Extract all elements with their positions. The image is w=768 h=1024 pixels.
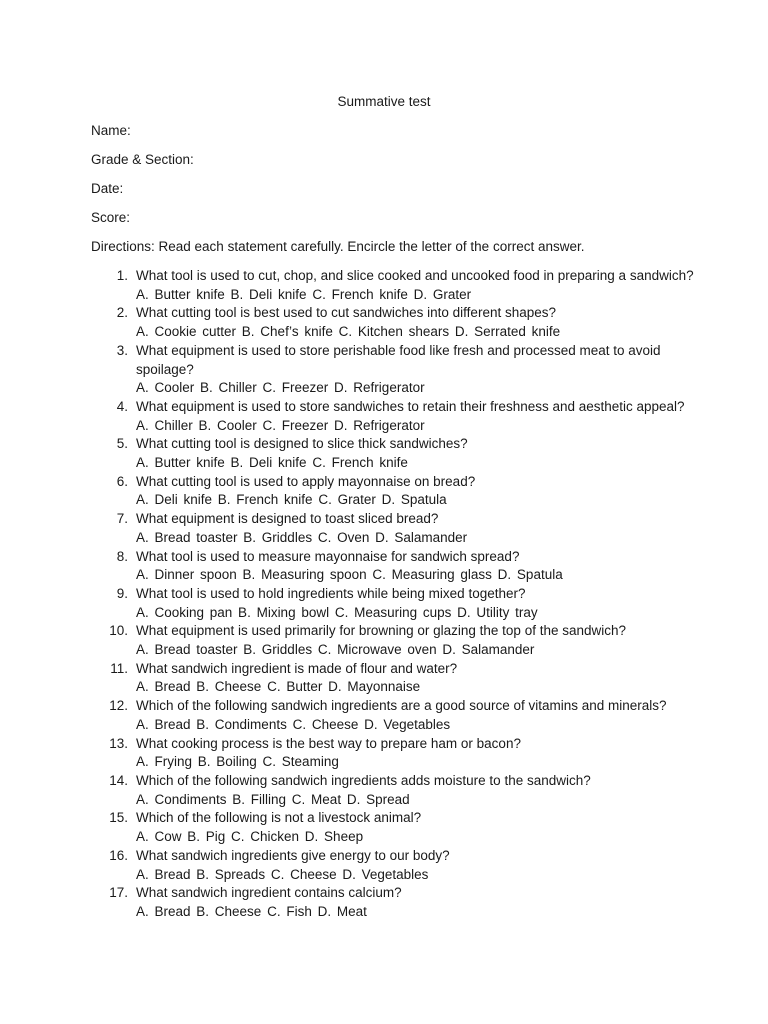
question-number: 11. [110,660,128,676]
question-text: What tool is used to cut, chop, and slice cooked and uncooked food in preparing a sandwich? [136,268,694,283]
answer-options: A. Cow B. Pig C. Chicken D. Sheep [136,829,364,845]
answer-options: A. Cookie cutter B. Chef’s knife C. Kitchen shears D. Serrated knife [136,324,561,340]
question-number: 3. [116,342,128,358]
document-title: Summative test [337,94,431,109]
grade-section-field-label: Grade & Section: [91,152,194,167]
question-number: 16. [109,847,128,863]
question-item [0,398,768,435]
question-number: 5. [116,436,128,452]
question-text: Which of the following sandwich ingredients adds moisture to the sandwich? [136,772,591,788]
question-text: Which of the following is not a livestock animal? [136,810,422,826]
question-text: What equipment is used to store sandwiches to retain their freshness and aesthetic appeal? [136,398,685,414]
question-number: 9. [116,585,128,601]
question-item [0,660,768,697]
answer-options: A. Butter knife B. Deli knife C. French knife D. Grater [136,286,472,302]
question-number: 4. [116,398,128,414]
question-number: 12. [109,698,128,714]
question-item [0,267,768,304]
question-text: What cutting tool is best used to cut sandwiches into different shapes? [136,305,556,321]
answer-options: A. Butter knife B. Deli knife C. French knife [136,455,408,471]
question-text: What cutting tool is used to apply mayonnaise on bread? [136,473,476,489]
question-text: What cutting tool is designed to slice thick sandwiches? [136,436,468,452]
question-number: 8. [116,548,128,564]
question-item [0,847,768,884]
question-item [0,585,768,622]
answer-options: A. Bread B. Cheese C. Fish D. Meat [136,903,367,919]
question-text: What equipment is used to store perishable food like fresh and processed meat to avoid spoilage? [136,342,661,377]
question-text: What tool is used to measure mayonnaise for sandwich spread? [136,548,520,564]
question-item [0,697,768,734]
answer-options: A. Frying B. Boiling C. Steaming [136,754,339,770]
answer-options: A. Chiller B. Cooler C. Freezer D. Refrigerator [136,417,425,433]
question-text: What sandwich ingredient contains calcium? [136,885,402,901]
answer-options: A. Dinner spoon B. Measuring spoon C. Measuring glass D. Spatula [136,567,563,583]
question-item [0,622,768,659]
question-number: 13. [109,735,128,751]
answer-options: A. Bread toaster B. Griddles C. Microwave oven D. Salamander [136,642,535,658]
answer-options: A. Condiments B. Filling C. Meat D. Spread [136,791,410,807]
question-number: 6. [116,473,128,489]
answer-options: A. Bread B. Spreads C. Cheese D. Vegetables [136,866,429,882]
question-text: What equipment is used primarily for browning or glazing the top of the sandwich? [136,623,627,639]
question-number: 10. [109,623,128,639]
question-item [0,735,768,772]
answer-options: A. Cooking pan B. Mixing bowl C. Measuring cups D. Utility tray [136,604,538,620]
question-number: 1. [116,268,128,283]
question-item [0,342,768,398]
name-field-label: Name: [91,123,131,138]
question-item [0,304,768,341]
answer-options: A. Bread toaster B. Griddles C. Oven D. Salamander [136,529,468,545]
date-field-label: Date: [91,181,124,196]
question-text: What cooking process is the best way to prepare ham or bacon? [136,735,521,751]
question-item [0,772,768,809]
question-item [0,473,768,510]
question-number: 14. [109,772,128,788]
question-item [0,548,768,585]
answer-options: A. Cooler B. Chiller C. Freezer D. Refrigerator [136,380,425,396]
score-field-label: Score: [91,210,131,225]
answer-options: A. Deli knife B. French knife C. Grater D. Spatula [136,492,447,508]
question-item [0,510,768,547]
question-list [0,267,768,922]
directions-text: Directions: Read each statement carefully. Encircle the letter of the correct answer. [91,239,585,254]
question-number: 7. [116,511,128,527]
question-text: What sandwich ingredient is made of flour and water? [136,660,458,676]
question-text: What sandwich ingredients give energy to our body? [136,847,450,863]
question-text: Which of the following sandwich ingredients are a good source of vitamins and minerals? [136,698,667,714]
question-number: 17. [109,885,128,901]
answer-options: A. Bread B. Condiments C. Cheese D. Vegetables [136,716,451,732]
answer-options: A. Bread B. Cheese C. Butter D. Mayonnaise [136,679,421,695]
question-number: 2. [116,305,128,321]
question-number: 15. [109,810,128,826]
question-text: What tool is used to hold ingredients while being mixed together? [136,585,526,601]
question-text: What equipment is designed to toast sliced bread? [136,511,439,527]
question-item [0,884,768,921]
question-item [0,809,768,846]
question-item [0,435,768,472]
